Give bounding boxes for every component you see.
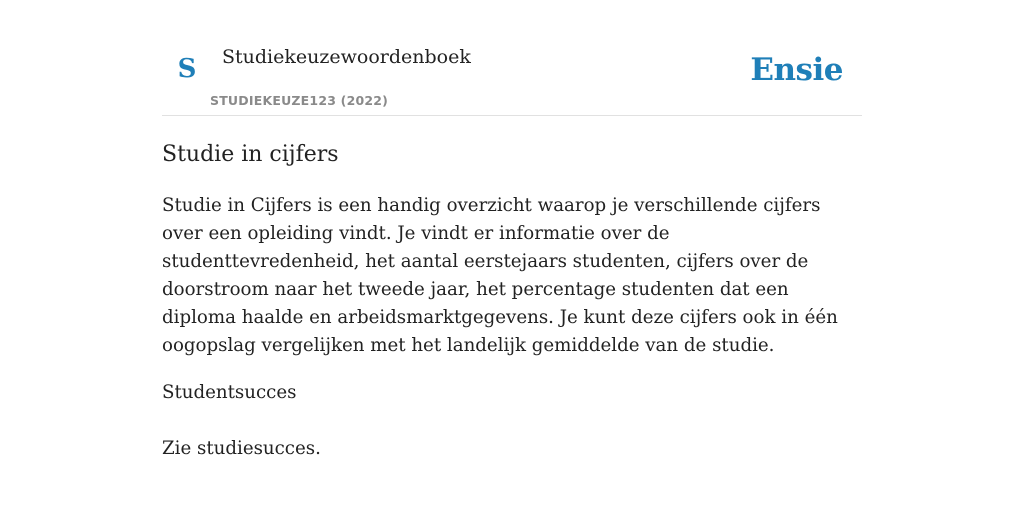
brand-logo[interactable]: Ensie xyxy=(750,52,843,88)
entry-title: Studie in cijfers xyxy=(162,142,339,167)
dictionary-title-link[interactable]: Studiekeuzewoordenboek xyxy=(222,46,471,68)
see-also-text: Zie studiesucces. xyxy=(162,438,321,459)
dictionary-header xyxy=(162,36,862,116)
dictionary-logo[interactable]: S xyxy=(177,54,197,84)
dictionary-source: STUDIEKEUZE123 (2022) xyxy=(210,93,389,108)
page-container xyxy=(162,0,862,463)
entry-definition: Studie in Cijfers is een handig overzicht waarop je verschillende cijfers over een opleiding vindt. Je vindt er informatie over de studenttevredenheid, het aantal eerstejaars studenten, cijfers over de doorstroom naar het tweede jaar, het percentage studenten dat een diploma haalde en arbeidsmarktgegevens. Je kunt deze cijfers ook in één oogopslag vergelijken met het landelijk gemiddelde van de studie. xyxy=(162,195,838,356)
related-term: Studentsucces xyxy=(162,382,297,403)
